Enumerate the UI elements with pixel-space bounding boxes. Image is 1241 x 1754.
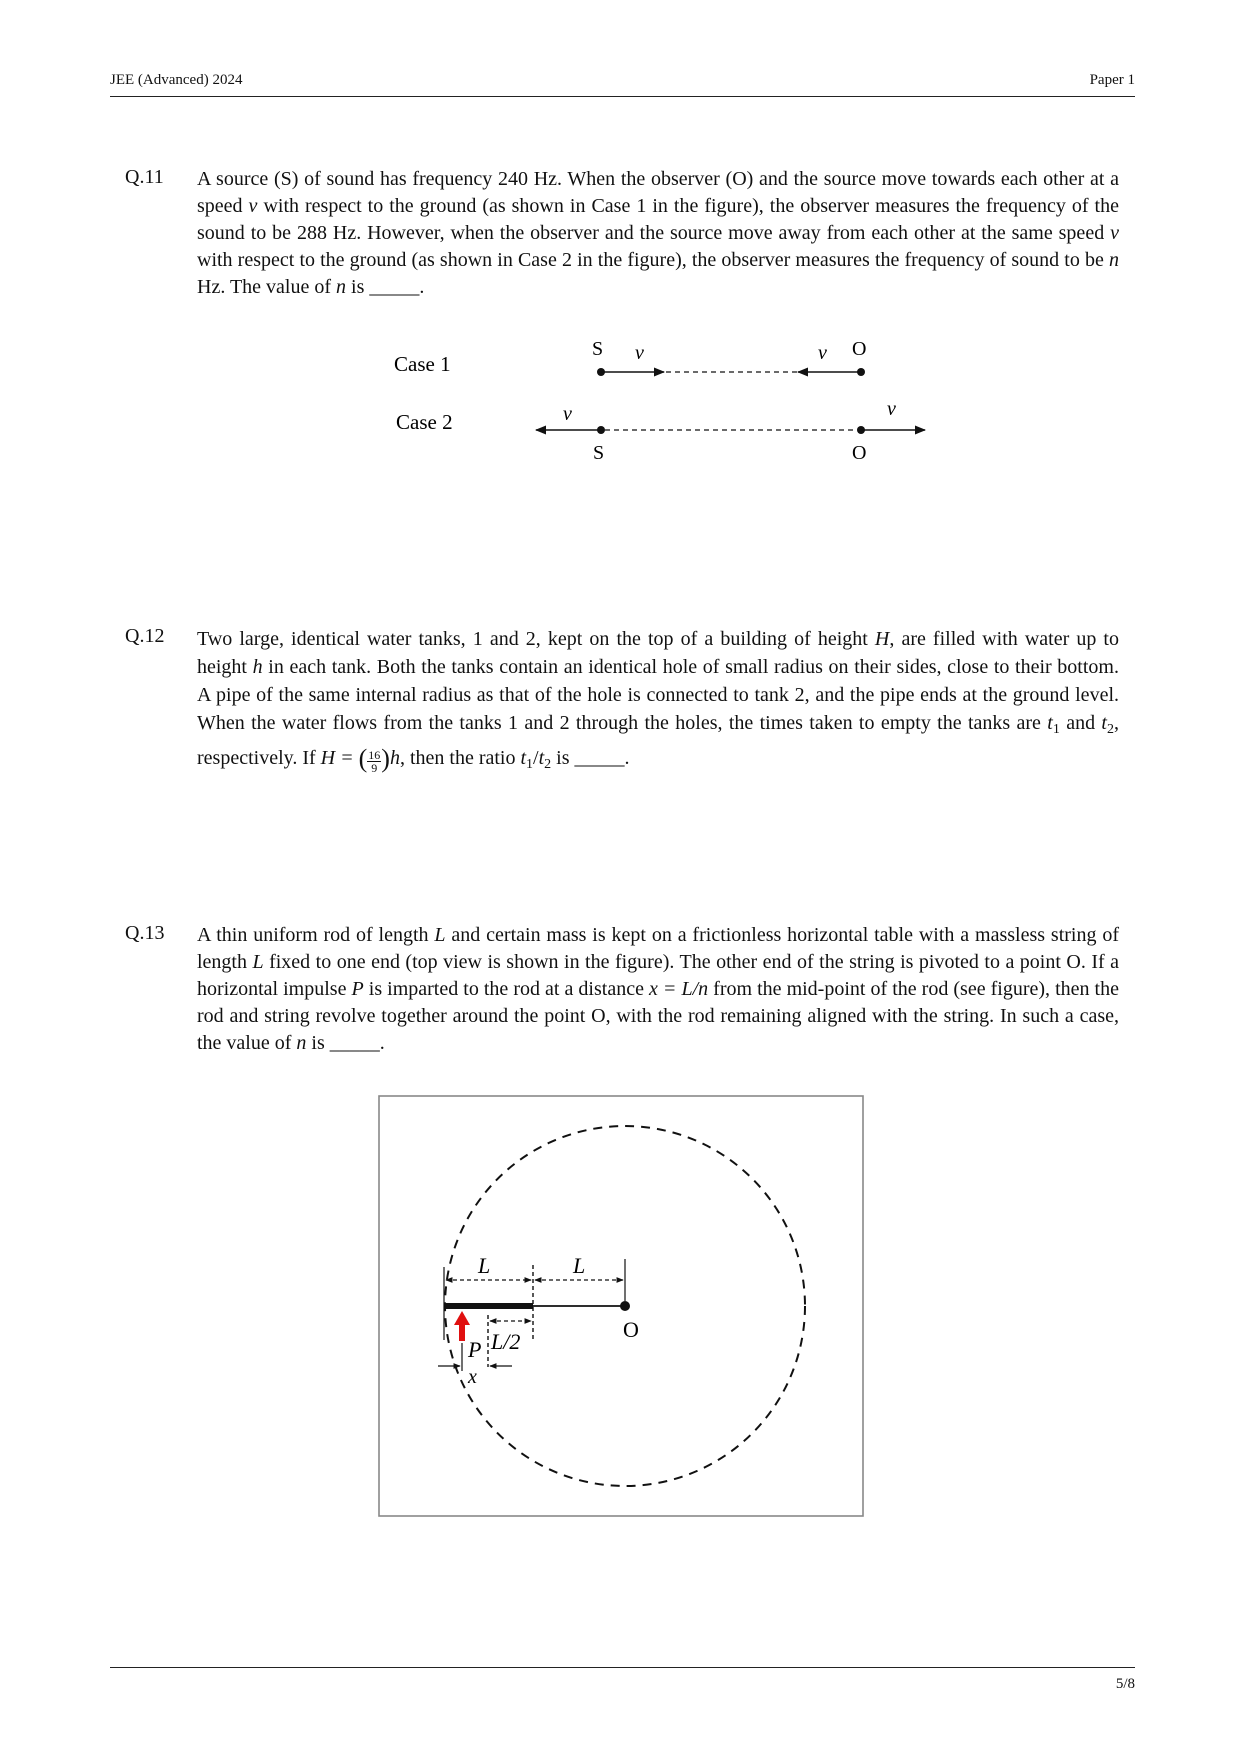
q11-text: A source (S) of sound has frequency 240 Hz. When the observer (O) and the source move towards each other at a speed v with respect to the ground (as shown in Case 1 in the figure), the observer measures the frequency of the sound to be 288 Hz. However, when the observer and the source move away from each other at the same speed v with respect to the ground (as shown in Case 2 in the figure), the observer measures the frequency of sound to be n Hz. The value of n is _____. — [197, 168, 1119, 298]
half-length-label: L/2 — [491, 1329, 521, 1354]
exam-title: JEE (Advanced) 2024 — [110, 72, 243, 88]
impulse-arrow-head — [454, 1311, 470, 1325]
case1-observer-label: O — [852, 338, 867, 360]
case2-source-speed: v — [563, 403, 572, 425]
header-rule — [110, 96, 1135, 97]
pivot-point — [620, 1301, 630, 1311]
fraction-16-9: $\frac{16}{9}$ — [368, 748, 381, 775]
q12-number: Q.12 — [125, 625, 165, 647]
case2-label: Case 2 — [396, 410, 453, 434]
case1-source-speed: v — [635, 342, 644, 364]
page-number: 5/8 — [1115, 1676, 1135, 1692]
case1-label: Case 1 — [394, 352, 451, 376]
paper-label: Paper 1 — [1089, 72, 1135, 88]
case2-source-label: S — [593, 442, 605, 464]
offset-label: x — [468, 1366, 477, 1388]
q11-figure — [380, 325, 940, 475]
impulse-label: P — [468, 1337, 482, 1362]
q13-figure — [378, 1095, 864, 1518]
string-length-label: L — [573, 1253, 586, 1278]
q12-text: Two large, identical water tanks, 1 and 2, kept on the top of a building of height H, are filled with water up to height h in each tank. Both the tanks contain an identical hole of small radius on their sides, close to their bottom. A pipe of the same internal radius as that of the hole is connected to tank 2, and the pipe ends at the ground level. When the water flows from the tanks 1 and 2 through the holes, the times taken to empty the tanks are $t_1$ and $t_2$, respectively. If H = ( $\frac{16}{9}$ )h, then the ratio $t_1/t_2$ is _____. — [197, 628, 1119, 775]
pivot-label: O — [623, 1317, 639, 1342]
q11-number: Q.11 — [125, 166, 164, 188]
q13-number: Q.13 — [125, 922, 165, 944]
case1-source-label: S — [592, 338, 604, 360]
rod-length-label: L — [478, 1253, 491, 1278]
case2-observer-label: O — [852, 442, 867, 464]
case2-observer-speed: v — [887, 398, 896, 420]
footer-rule — [110, 1667, 1135, 1668]
q13-text: A thin uniform rod of length L and certain mass is kept on a frictionless horizontal table with a massless string of length L fixed to one end (top view is shown in the figure). The other end of the string is pivoted to a point O. If a horizontal impulse P is imparted to the rod at a distance x = L/n from the mid-point of the rod (see figure), then the rod and string revolve together around the point O, with the rod remaining aligned with the string. In such a case, the value of n is _____. — [197, 924, 1119, 1054]
case1-observer-speed: v — [818, 342, 827, 364]
